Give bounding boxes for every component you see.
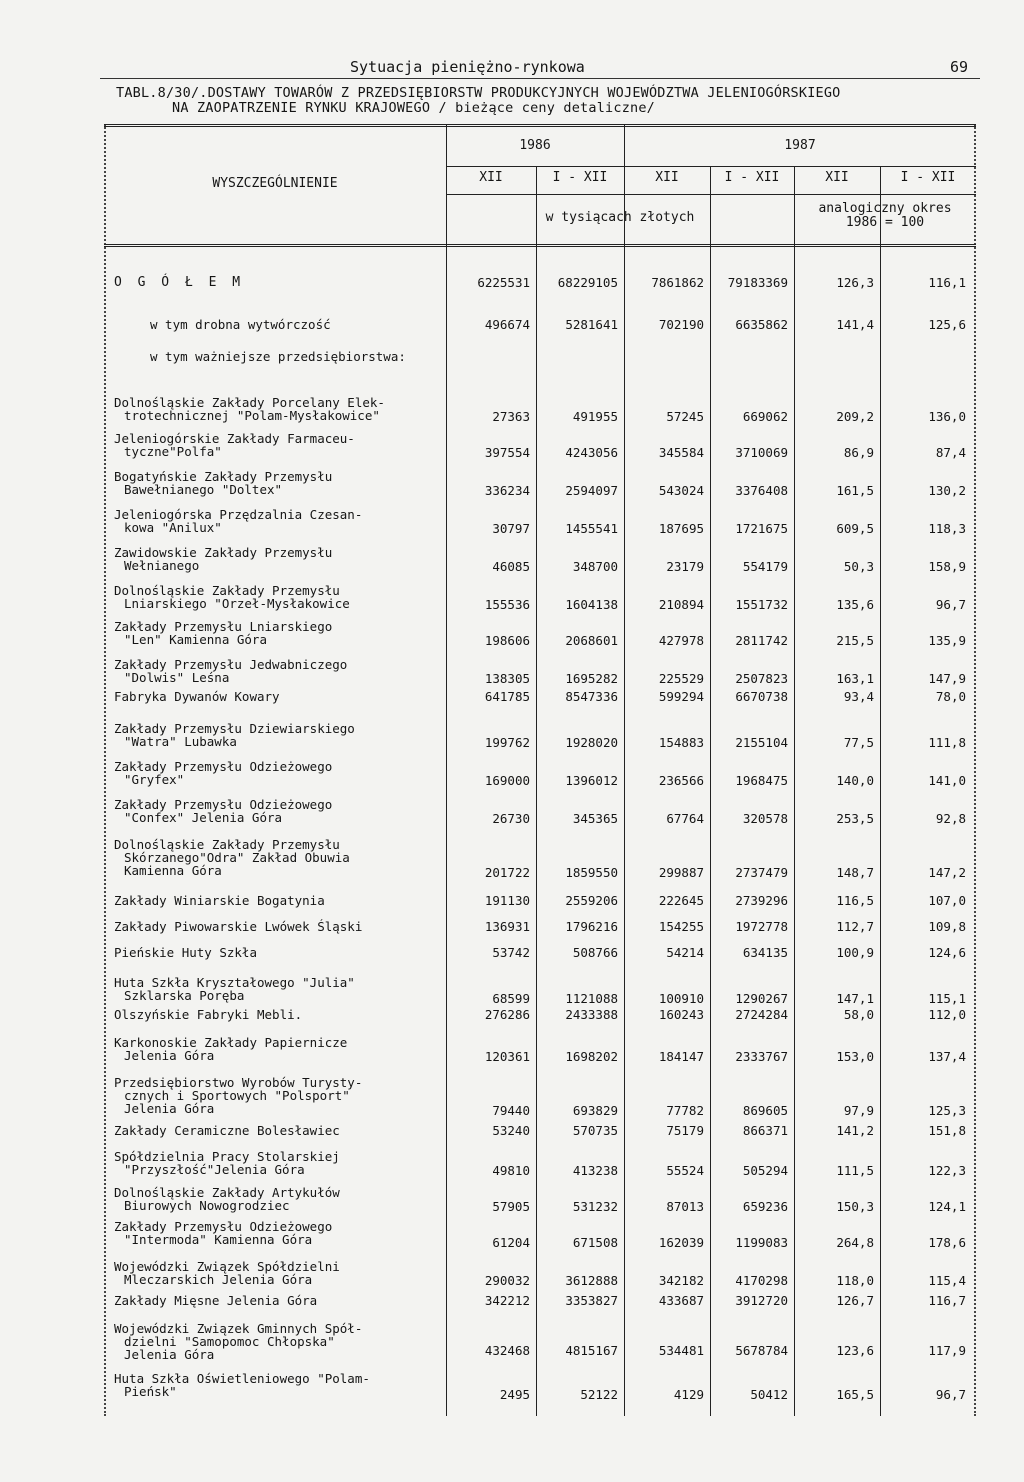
index-cell: 253,5 bbox=[836, 811, 874, 826]
value-cell: 570735 bbox=[572, 1123, 618, 1138]
value-cell: 2724284 bbox=[735, 1007, 788, 1022]
index-cell: 86,9 bbox=[843, 445, 874, 460]
value-cell: 1551732 bbox=[735, 597, 788, 612]
row-label bbox=[114, 976, 444, 1002]
period-header: I - XII bbox=[724, 170, 780, 185]
value-cell: 68599 bbox=[492, 991, 530, 1006]
index-cell: 78,0 bbox=[935, 689, 966, 704]
value-cell: 3353827 bbox=[565, 1293, 618, 1308]
value-cell: 1796216 bbox=[565, 919, 618, 934]
row-label-line: Fabryka Dywanów Kowary bbox=[114, 689, 280, 704]
value-cell: 1698202 bbox=[565, 1049, 618, 1064]
unit-values-header: w tysiącach złotych bbox=[545, 210, 695, 225]
index-cell: 111,5 bbox=[836, 1163, 874, 1178]
value-cell: 345365 bbox=[572, 811, 618, 826]
value-cell: 2333767 bbox=[735, 1049, 788, 1064]
value-cell: 336234 bbox=[484, 483, 530, 498]
index-cell: 151,8 bbox=[928, 1123, 966, 1138]
year-rule bbox=[446, 166, 976, 167]
row-label-line: "Len" Kamienna Góra bbox=[124, 632, 267, 647]
index-cell: 77,5 bbox=[843, 735, 874, 750]
index-cell: 148,7 bbox=[836, 865, 874, 880]
value-cell: 2811742 bbox=[735, 633, 788, 648]
row-label-line: trotechnicznej "Polam-Mysłakowice" bbox=[124, 408, 380, 423]
index-cell: 135,9 bbox=[928, 633, 966, 648]
value-cell: 2155104 bbox=[735, 735, 788, 750]
value-cell: 1199083 bbox=[735, 1235, 788, 1250]
row-label bbox=[114, 798, 444, 824]
value-cell: 2433388 bbox=[565, 1007, 618, 1022]
value-cell: 413238 bbox=[572, 1163, 618, 1178]
value-cell: 79183369 bbox=[727, 275, 788, 290]
value-cell: 61204 bbox=[492, 1235, 530, 1250]
value-cell: 5678784 bbox=[735, 1343, 788, 1358]
row-label-line: "Gryfex" bbox=[124, 772, 185, 787]
row-label bbox=[114, 838, 444, 877]
table-title-line-2: NA ZAOPATRZENIE RYNKU KRAJOWEGO / bieżące ceny detaliczne/ bbox=[172, 100, 656, 116]
index-cell: 92,8 bbox=[935, 811, 966, 826]
index-cell: 609,5 bbox=[836, 521, 874, 536]
row-label-line: Przedsiębiorstwo Wyrobów Turysty- bbox=[114, 1075, 363, 1090]
row-label-line: Dolnośląskie Zakłady Przemysłu bbox=[114, 583, 340, 598]
value-cell: 1121088 bbox=[565, 991, 618, 1006]
table-title bbox=[116, 86, 841, 116]
row-label-line: cznych i Sportowych "Polsport" bbox=[124, 1088, 350, 1103]
index-cell: 116,5 bbox=[836, 893, 874, 908]
stub-header: WYSZCZEGÓLNIENIE bbox=[212, 176, 338, 191]
value-cell: 236566 bbox=[658, 773, 704, 788]
row-label-line: Zakłady Winiarskie Bogatynia bbox=[114, 893, 325, 908]
value-cell: 669062 bbox=[742, 409, 788, 424]
index-cell: 125,3 bbox=[928, 1103, 966, 1118]
table-right-border bbox=[974, 124, 976, 1416]
value-cell: 432468 bbox=[484, 1343, 530, 1358]
value-cell: 27363 bbox=[492, 409, 530, 424]
value-cell: 26730 bbox=[492, 811, 530, 826]
index-cell: 117,9 bbox=[928, 1343, 966, 1358]
value-cell: 2737479 bbox=[735, 865, 788, 880]
index-cell: 147,1 bbox=[836, 991, 874, 1006]
value-cell: 100910 bbox=[658, 991, 704, 1006]
value-cell: 23179 bbox=[666, 559, 704, 574]
index-cell: 178,6 bbox=[928, 1235, 966, 1250]
index-cell: 116,1 bbox=[928, 275, 966, 290]
row-label bbox=[114, 690, 444, 703]
value-cell: 67764 bbox=[666, 811, 704, 826]
value-cell: 599294 bbox=[658, 689, 704, 704]
row-label-line: Zakłady Przemysłu Dziewiarskiego bbox=[114, 721, 355, 736]
row-label-line: Spółdzielnia Pracy Stolarskiej bbox=[114, 1149, 340, 1164]
index-cell: 141,2 bbox=[836, 1123, 874, 1138]
value-cell: 4129 bbox=[673, 1387, 704, 1402]
row-label bbox=[114, 276, 444, 289]
value-cell: 57245 bbox=[666, 409, 704, 424]
value-cell: 2507823 bbox=[735, 671, 788, 686]
value-cell: 554179 bbox=[742, 559, 788, 574]
index-cell: 141,0 bbox=[928, 773, 966, 788]
value-cell: 671508 bbox=[572, 1235, 618, 1250]
row-label-line: Pieńsk" bbox=[124, 1384, 177, 1399]
value-cell: 3376408 bbox=[735, 483, 788, 498]
col-separator bbox=[536, 166, 537, 1416]
value-cell: 1928020 bbox=[565, 735, 618, 750]
row-label-line: Pieńskie Huty Szkła bbox=[114, 945, 257, 960]
value-cell: 6670738 bbox=[735, 689, 788, 704]
value-cell: 162039 bbox=[658, 1235, 704, 1250]
index-cell: 150,3 bbox=[836, 1199, 874, 1214]
row-label-line: Zakłady Przemysłu Odzieżowego bbox=[114, 797, 333, 812]
table-left-border bbox=[104, 124, 106, 1416]
index-cell: 124,6 bbox=[928, 945, 966, 960]
value-cell: 2495 bbox=[499, 1387, 530, 1402]
index-cell: 147,2 bbox=[928, 865, 966, 880]
row-label-line: Karkonoskie Zakłady Papiernicze bbox=[114, 1035, 348, 1050]
value-cell: 138305 bbox=[484, 671, 530, 686]
index-cell: 116,7 bbox=[928, 1293, 966, 1308]
row-label-line: Huta Szkła Kryształowego "Julia" bbox=[114, 975, 355, 990]
value-cell: 68229105 bbox=[557, 275, 618, 290]
row-label bbox=[114, 1220, 444, 1246]
index-cell: 165,5 bbox=[836, 1387, 874, 1402]
row-label-line: Biurowych Nowogrodziec bbox=[124, 1198, 290, 1213]
index-cell: 109,8 bbox=[928, 919, 966, 934]
index-cell: 107,0 bbox=[928, 893, 966, 908]
value-cell: 4815167 bbox=[565, 1343, 618, 1358]
value-cell: 1396012 bbox=[565, 773, 618, 788]
col-separator bbox=[880, 166, 881, 1416]
row-label bbox=[114, 1150, 444, 1176]
value-cell: 543024 bbox=[658, 483, 704, 498]
index-cell: 112,7 bbox=[836, 919, 874, 934]
row-label bbox=[114, 722, 444, 748]
value-cell: 299887 bbox=[658, 865, 704, 880]
index-cell: 126,3 bbox=[836, 275, 874, 290]
period-header: I - XII bbox=[552, 170, 608, 185]
value-cell: 54214 bbox=[666, 945, 704, 960]
row-label-line: Zakłady Ceramiczne Bolesławiec bbox=[114, 1123, 340, 1138]
value-cell: 160243 bbox=[658, 1007, 704, 1022]
value-cell: 210894 bbox=[658, 597, 704, 612]
value-cell: 4243056 bbox=[565, 445, 618, 460]
index-cell: 125,6 bbox=[928, 317, 966, 332]
row-label-line: Wojewódzki Związek Spółdzielni bbox=[114, 1259, 340, 1274]
value-cell: 693829 bbox=[572, 1103, 618, 1118]
row-label-line: Skórzanego"Odra" Zakład Obuwia bbox=[124, 850, 350, 865]
value-cell: 505294 bbox=[742, 1163, 788, 1178]
row-label bbox=[114, 1322, 444, 1361]
index-separator bbox=[794, 166, 795, 1416]
table-title-line-1: TABL.8/30/.DOSTAWY TOWARÓW Z PRZEDSIĘBIORSTW PRODUKCYJNYCH WOJEWÓDZTWA JELENIOGÓRSKIEGO bbox=[116, 85, 841, 101]
value-cell: 508766 bbox=[572, 945, 618, 960]
index-cell: 115,4 bbox=[928, 1273, 966, 1288]
year-1986-header: 1986 bbox=[519, 138, 551, 153]
row-label-line: O G Ó Ł E M bbox=[114, 275, 245, 290]
value-cell: 702190 bbox=[658, 317, 704, 332]
value-cell: 6635862 bbox=[735, 317, 788, 332]
value-cell: 77782 bbox=[666, 1103, 704, 1118]
value-cell: 534481 bbox=[658, 1343, 704, 1358]
row-label-line: Jelenia Góra bbox=[124, 1048, 215, 1063]
value-cell: 433687 bbox=[658, 1293, 704, 1308]
index-cell: 153,0 bbox=[836, 1049, 874, 1064]
row-label-line: Szklarska Poręba bbox=[124, 988, 245, 1003]
value-cell: 869605 bbox=[742, 1103, 788, 1118]
value-cell: 136931 bbox=[484, 919, 530, 934]
index-cell: 126,7 bbox=[836, 1293, 874, 1308]
row-label bbox=[114, 1372, 444, 1398]
value-cell: 201722 bbox=[484, 865, 530, 880]
row-label-line: Zakłady Przemysłu Odzieżowego bbox=[114, 1219, 333, 1234]
row-label-line: "Watra" Lubawka bbox=[124, 734, 237, 749]
value-cell: 427978 bbox=[658, 633, 704, 648]
header-bottom-rule bbox=[104, 244, 976, 247]
row-label bbox=[114, 432, 444, 458]
row-label bbox=[114, 546, 444, 572]
row-label-line: Mleczarskich Jelenia Góra bbox=[124, 1272, 313, 1287]
row-label-line: "Confex" Jelenia Góra bbox=[124, 810, 283, 825]
row-label bbox=[114, 1036, 444, 1062]
row-label-line: Zakłady Przemysłu Odzieżowego bbox=[114, 759, 333, 774]
value-cell: 531232 bbox=[572, 1199, 618, 1214]
value-cell: 2739296 bbox=[735, 893, 788, 908]
value-cell: 276286 bbox=[484, 1007, 530, 1022]
unit-index-header bbox=[794, 202, 976, 230]
unit-index-line-2: 1986 = 100 bbox=[845, 215, 925, 230]
row-label-line: Wojewódzki Związek Gminnych Spół- bbox=[114, 1321, 363, 1336]
value-cell: 342182 bbox=[658, 1273, 704, 1288]
value-cell: 1604138 bbox=[565, 597, 618, 612]
row-label bbox=[114, 508, 444, 534]
value-cell: 52122 bbox=[580, 1387, 618, 1402]
year-1987-header: 1987 bbox=[784, 138, 816, 153]
value-cell: 169000 bbox=[484, 773, 530, 788]
period-header: XII bbox=[479, 170, 503, 185]
row-label-line: Bawełnianego "Doltex" bbox=[124, 482, 283, 497]
row-label-line: Jelenia Góra bbox=[124, 1347, 215, 1362]
running-title: Sytuacja pieniężno-rynkowa bbox=[350, 58, 585, 76]
row-label bbox=[114, 920, 444, 933]
value-cell: 5281641 bbox=[565, 317, 618, 332]
value-cell: 184147 bbox=[658, 1049, 704, 1064]
row-label-line: Lniarskiego "Orzeł-Mysłakowice bbox=[124, 596, 350, 611]
row-label-line: w tym drobna wytwórczość bbox=[150, 317, 331, 332]
row-label-line: dzielni "Samopomoc Chłopska" bbox=[124, 1334, 335, 1349]
period-rule-values bbox=[446, 194, 794, 195]
period-rule-index bbox=[794, 194, 976, 195]
value-cell: 198606 bbox=[484, 633, 530, 648]
value-cell: 7861862 bbox=[651, 275, 704, 290]
value-cell: 3912720 bbox=[735, 1293, 788, 1308]
value-cell: 8547336 bbox=[565, 689, 618, 704]
value-cell: 2068601 bbox=[565, 633, 618, 648]
value-cell: 222645 bbox=[658, 893, 704, 908]
value-cell: 46085 bbox=[492, 559, 530, 574]
value-cell: 155536 bbox=[484, 597, 530, 612]
row-label bbox=[114, 894, 444, 907]
index-cell: 100,9 bbox=[836, 945, 874, 960]
value-cell: 50412 bbox=[750, 1387, 788, 1402]
value-cell: 225529 bbox=[658, 671, 704, 686]
value-cell: 4170298 bbox=[735, 1273, 788, 1288]
index-cell: 161,5 bbox=[836, 483, 874, 498]
row-label-line: Zakłady Piwowarskie Lwówek Śląski bbox=[114, 919, 363, 934]
index-cell: 96,7 bbox=[935, 597, 966, 612]
value-cell: 1290267 bbox=[735, 991, 788, 1006]
row-label-line: Bogatyńskie Zakłady Przemysłu bbox=[114, 469, 333, 484]
value-cell: 290032 bbox=[484, 1273, 530, 1288]
index-cell: 58,0 bbox=[843, 1007, 874, 1022]
value-cell: 320578 bbox=[742, 811, 788, 826]
row-label bbox=[114, 1076, 444, 1115]
row-label-line: Kamienna Góra bbox=[124, 863, 222, 878]
row-label bbox=[114, 584, 444, 610]
row-label-line: tyczne"Polfa" bbox=[124, 444, 222, 459]
index-cell: 118,3 bbox=[928, 521, 966, 536]
index-cell: 209,2 bbox=[836, 409, 874, 424]
row-label-line: kowa "Anilux" bbox=[124, 520, 222, 535]
index-cell: 136,0 bbox=[928, 409, 966, 424]
value-cell: 1972778 bbox=[735, 919, 788, 934]
value-cell: 397554 bbox=[484, 445, 530, 460]
row-label bbox=[114, 620, 444, 646]
index-cell: 93,4 bbox=[843, 689, 874, 704]
index-cell: 135,6 bbox=[836, 597, 874, 612]
index-cell: 264,8 bbox=[836, 1235, 874, 1250]
index-cell: 140,0 bbox=[836, 773, 874, 788]
row-label-line: "Dolwis" Leśna bbox=[124, 670, 230, 685]
value-cell: 659236 bbox=[742, 1199, 788, 1214]
row-label bbox=[114, 470, 444, 496]
index-cell: 122,3 bbox=[928, 1163, 966, 1178]
value-cell: 87013 bbox=[666, 1199, 704, 1214]
index-cell: 50,3 bbox=[843, 559, 874, 574]
row-label-line: Jelenia Góra bbox=[124, 1101, 215, 1116]
row-label-line: Olszyńskie Fabryki Mebli. bbox=[114, 1007, 303, 1022]
value-cell: 634135 bbox=[742, 945, 788, 960]
value-cell: 496674 bbox=[484, 317, 530, 332]
row-label bbox=[114, 658, 444, 684]
value-cell: 75179 bbox=[666, 1123, 704, 1138]
row-label-line: Dolnośląskie Zakłady Porcelany Elek- bbox=[114, 395, 385, 410]
row-label bbox=[114, 1124, 444, 1137]
value-cell: 53240 bbox=[492, 1123, 530, 1138]
running-header bbox=[100, 58, 980, 80]
row-label-line: Dolnośląskie Zakłady Artykułów bbox=[114, 1185, 340, 1200]
index-cell: 115,1 bbox=[928, 991, 966, 1006]
row-label-line: "Intermoda" Kamienna Góra bbox=[124, 1232, 313, 1247]
row-label bbox=[114, 1294, 444, 1307]
header-rule bbox=[100, 78, 980, 79]
value-cell: 1455541 bbox=[565, 521, 618, 536]
value-cell: 199762 bbox=[484, 735, 530, 750]
value-cell: 55524 bbox=[666, 1163, 704, 1178]
index-cell: 141,4 bbox=[836, 317, 874, 332]
value-cell: 491955 bbox=[572, 409, 618, 424]
row-label bbox=[114, 1260, 444, 1286]
value-cell: 342212 bbox=[484, 1293, 530, 1308]
index-cell: 112,0 bbox=[928, 1007, 966, 1022]
value-cell: 2594097 bbox=[565, 483, 618, 498]
value-cell: 53742 bbox=[492, 945, 530, 960]
value-cell: 345584 bbox=[658, 445, 704, 460]
row-label-line: Wełnianego bbox=[124, 558, 200, 573]
value-cell: 1695282 bbox=[565, 671, 618, 686]
value-cell: 57905 bbox=[492, 1199, 530, 1214]
index-cell: 118,0 bbox=[836, 1273, 874, 1288]
row-label-line: w tym ważniejsze przedsiębiorstwa: bbox=[150, 349, 406, 364]
value-cell: 6225531 bbox=[477, 275, 530, 290]
row-label-line: Jeleniogórskie Zakłady Farmaceu- bbox=[114, 431, 355, 446]
row-label bbox=[114, 760, 444, 786]
value-cell: 1968475 bbox=[735, 773, 788, 788]
value-cell: 30797 bbox=[492, 521, 530, 536]
index-cell: 137,4 bbox=[928, 1049, 966, 1064]
row-label bbox=[114, 1008, 444, 1021]
row-label bbox=[150, 350, 480, 363]
table-top-rule bbox=[104, 124, 976, 127]
row-label-line: Zakłady Przemysłu Lniarskiego bbox=[114, 619, 333, 634]
row-label-line: Zakłady Mięsne Jelenia Góra bbox=[114, 1293, 318, 1308]
row-label bbox=[114, 1186, 444, 1212]
row-label bbox=[150, 318, 480, 331]
row-label-line: Jeleniogórska Przędzalnia Czesan- bbox=[114, 507, 363, 522]
index-cell: 130,2 bbox=[928, 483, 966, 498]
period-header: I - XII bbox=[900, 170, 956, 185]
period-header: XII bbox=[655, 170, 679, 185]
value-cell: 1859550 bbox=[565, 865, 618, 880]
page-number: 69 bbox=[949, 58, 968, 76]
row-label-line: "Przyszłość"Jelenia Góra bbox=[124, 1162, 305, 1177]
value-cell: 641785 bbox=[484, 689, 530, 704]
row-label-line: Dolnośląskie Zakłady Przemysłu bbox=[114, 837, 340, 852]
row-label bbox=[114, 946, 444, 959]
value-cell: 1721675 bbox=[735, 521, 788, 536]
value-cell: 154883 bbox=[658, 735, 704, 750]
unit-index-line-1: analogiczny okres bbox=[818, 201, 952, 216]
col-separator bbox=[710, 166, 711, 1416]
index-cell: 97,9 bbox=[843, 1103, 874, 1118]
row-label bbox=[114, 396, 444, 422]
value-cell: 2559206 bbox=[565, 893, 618, 908]
value-cell: 154255 bbox=[658, 919, 704, 934]
index-cell: 96,7 bbox=[935, 1387, 966, 1402]
value-cell: 348700 bbox=[572, 559, 618, 574]
period-header: XII bbox=[825, 170, 849, 185]
row-label-line: Zawidowskie Zakłady Przemysłu bbox=[114, 545, 333, 560]
value-cell: 187695 bbox=[658, 521, 704, 536]
index-cell: 147,9 bbox=[928, 671, 966, 686]
index-cell: 163,1 bbox=[836, 671, 874, 686]
index-cell: 215,5 bbox=[836, 633, 874, 648]
value-cell: 120361 bbox=[484, 1049, 530, 1064]
index-cell: 123,6 bbox=[836, 1343, 874, 1358]
value-cell: 191130 bbox=[484, 893, 530, 908]
value-cell: 3710069 bbox=[735, 445, 788, 460]
index-cell: 124,1 bbox=[928, 1199, 966, 1214]
value-cell: 3612888 bbox=[565, 1273, 618, 1288]
row-label-line: Huta Szkła Oświetleniowego "Polam- bbox=[114, 1371, 370, 1386]
index-cell: 158,9 bbox=[928, 559, 966, 574]
row-label-line: Zakłady Przemysłu Jedwabniczego bbox=[114, 657, 348, 672]
value-cell: 79440 bbox=[492, 1103, 530, 1118]
index-cell: 111,8 bbox=[928, 735, 966, 750]
data-table bbox=[104, 124, 976, 1416]
value-cell: 49810 bbox=[492, 1163, 530, 1178]
value-cell: 866371 bbox=[742, 1123, 788, 1138]
index-cell: 87,4 bbox=[935, 445, 966, 460]
